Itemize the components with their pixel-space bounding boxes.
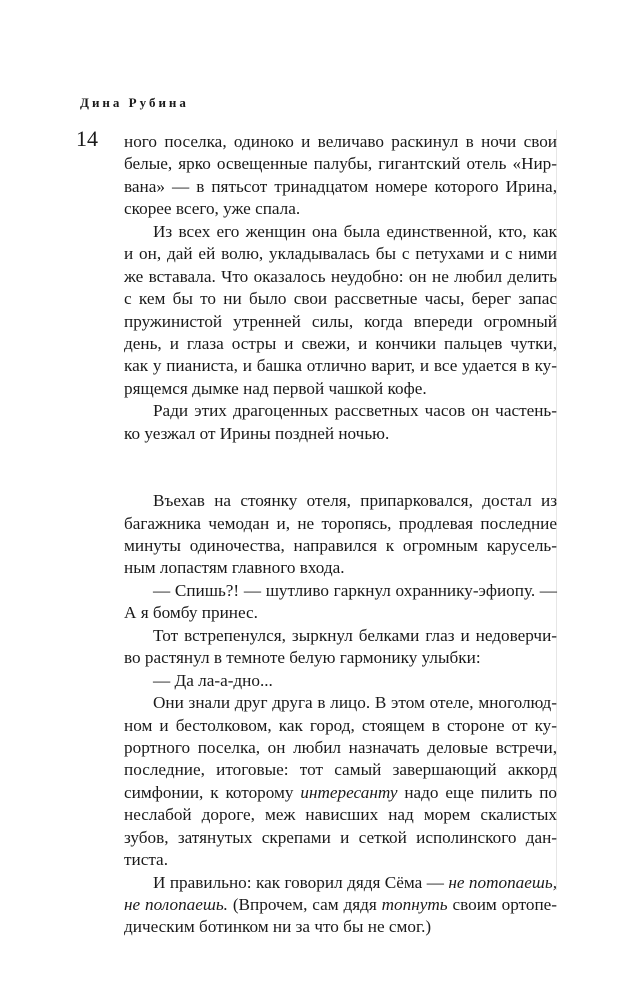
text-line: багажника чемодан и, не торопясь, продлевая последние xyxy=(124,513,557,533)
text-line xyxy=(124,872,557,894)
paragraph xyxy=(124,131,557,221)
text-line: Въехав на стоянку отеля, припарковался, достал из xyxy=(153,491,557,511)
text-line: Они знали друг друга в лицо. В этом отеле, многолюд- xyxy=(153,693,557,713)
paragraph xyxy=(124,692,557,872)
text-line: неслабой дороге, меж нависших над морем скалистых xyxy=(124,805,557,825)
text-line: Ради этих драгоценных рассветных часов он частень- xyxy=(153,401,557,421)
paragraph xyxy=(124,490,557,580)
text-line: рортного поселка, он любил назначать деловые встречи, xyxy=(124,737,557,757)
page-number: 14 xyxy=(76,126,98,151)
text-line: как у пианиста, и башка отлично варит, и все удается в ку- xyxy=(124,356,557,376)
text-segment: своим ортопе- xyxy=(447,895,558,914)
text-line: минуты одиночества, направился к огромным карусель- xyxy=(124,536,557,555)
text-line: Тот встрепенулся, зыркнул белками глаз и недоверчи- xyxy=(153,625,557,645)
text-line: ным лопастям главного входа. xyxy=(124,558,345,578)
italic-text: не потопаешь, xyxy=(448,872,557,892)
text-line xyxy=(124,894,557,916)
text-line: пружинистой утренней силы, когда впереди огромный xyxy=(124,311,557,331)
text-line: — Спишь?! — шутливо гаркнул охраннику-эфиопу. — xyxy=(153,580,557,600)
paragraph xyxy=(124,872,557,939)
text-line: последние, итоговые: тот самый завершающий аккорд xyxy=(124,760,557,780)
section-break xyxy=(124,445,557,490)
body-text xyxy=(124,131,557,939)
italic-text: топнуть xyxy=(381,895,448,914)
running-header-author: Дина Рубина xyxy=(80,95,189,110)
paragraph xyxy=(124,580,557,625)
text-line: с кем бы то ни было свои рассветные часы, берег запас xyxy=(124,289,557,309)
text-line: Из всех его женщин она была единственной, кто, как xyxy=(153,221,557,241)
paragraph xyxy=(124,221,557,401)
text-line: ко уезжал от Ирины поздней ночью. xyxy=(124,423,390,443)
text-segment: И правильно: как говорил дядя Сёма — xyxy=(153,872,449,892)
text-line xyxy=(124,782,557,804)
text-line: белые, ярко освещенные палубы, гигантский отель «Нир- xyxy=(124,154,557,174)
text-line: и он, дай ей волю, укладывалась бы с петухами и с ними xyxy=(124,244,557,264)
text-line: день, и глаза остры и свежи, и кончики пальцев чутки, xyxy=(124,333,557,353)
text-line: тиста. xyxy=(124,850,168,870)
text-line: дическим ботинком ни за что бы не смог.) xyxy=(124,917,432,937)
text-segment: симфонии, к которому xyxy=(124,782,301,802)
text-line: зубов, затянутых скрепами и сеткой исполинского дан- xyxy=(124,827,557,847)
text-line: А я бомбу принес. xyxy=(124,603,258,623)
italic-text: интересанту xyxy=(300,782,398,802)
text-segment: надо еще пилить по xyxy=(397,782,557,802)
italic-text: не полопаешь. xyxy=(124,895,228,914)
text-line: вана» — в пятьсот тринадцатом номере которого Ирина, xyxy=(124,176,557,196)
paragraph xyxy=(124,670,557,692)
text-line: рящемся дымке над первой чашкой кофе. xyxy=(124,378,427,398)
paragraph xyxy=(124,625,557,670)
text-line: ного поселка, одиноко и величаво раскинул в ночи свои xyxy=(124,132,557,151)
paragraph xyxy=(124,400,557,445)
text-line: во растянул в темноте белую гармонику улыбки: xyxy=(124,648,481,668)
text-line: же вставала. Что оказалось неудобно: он не любил делить xyxy=(124,266,557,286)
text-line: — Да ла-а-дно... xyxy=(153,670,273,690)
text-segment: (Впрочем, сам дядя xyxy=(227,895,382,914)
text-line: ном и бестолковом, как город, стоящем в стороне от ку- xyxy=(124,715,557,735)
text-line: скорее всего, уже спала. xyxy=(124,199,301,219)
